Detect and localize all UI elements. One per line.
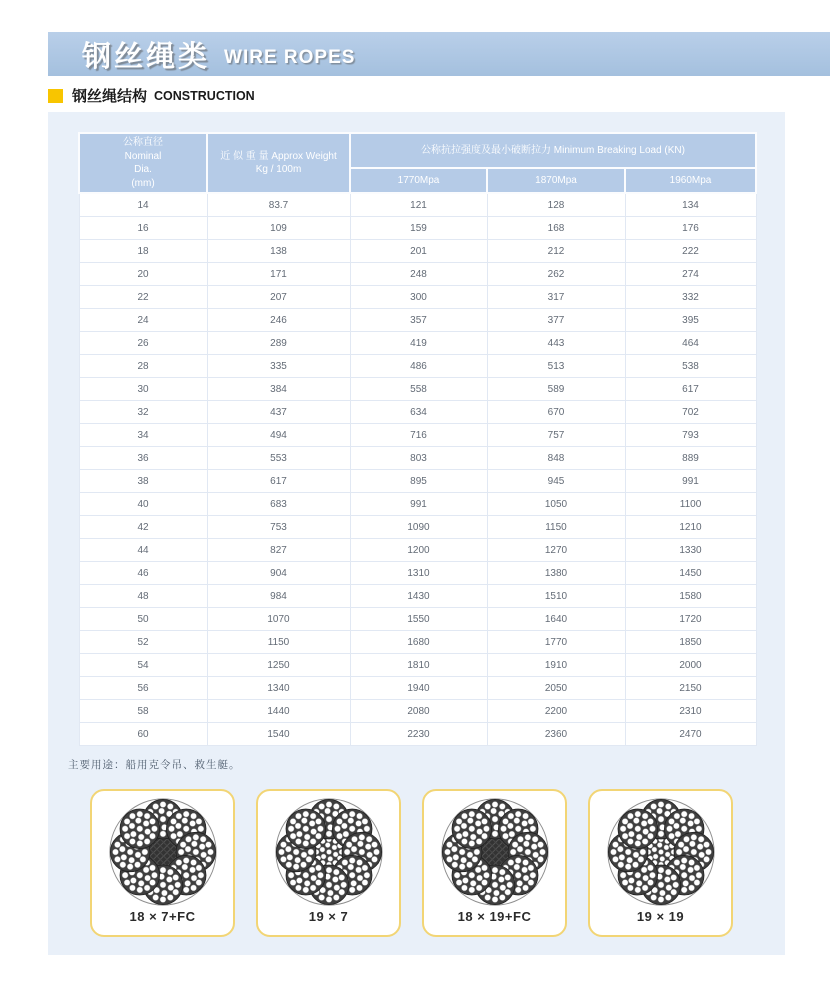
table-cell: 42 [79, 516, 207, 539]
table-cell: 419 [350, 332, 487, 355]
spec-table-header [79, 133, 756, 193]
col-header-grade-1770: 1770Mpa [350, 168, 487, 193]
table-cell: 56 [79, 677, 207, 700]
table-cell: 395 [625, 309, 756, 332]
table-cell: 24 [79, 309, 207, 332]
table-cell: 1850 [625, 631, 756, 654]
table-row [79, 240, 756, 263]
table-row [79, 378, 756, 401]
col-header-line: 公称直径 [123, 137, 163, 148]
table-cell: 30 [79, 378, 207, 401]
table-cell: 2230 [350, 723, 487, 746]
banner-title-cn: 钢丝绳类 [82, 40, 211, 73]
table-row [79, 562, 756, 585]
table-cell: 14 [79, 193, 207, 217]
table-cell: 1340 [207, 677, 350, 700]
table-row [79, 654, 756, 677]
rope-cross-section-icon [605, 796, 717, 908]
rope-card-label: 18 × 19+FC [457, 909, 532, 924]
table-cell: 377 [487, 309, 625, 332]
table-row [79, 355, 756, 378]
table-cell: 1540 [207, 723, 350, 746]
table-row [79, 401, 756, 424]
table-cell: 1450 [625, 562, 756, 585]
table-cell: 384 [207, 378, 350, 401]
table-cell: 486 [350, 355, 487, 378]
table-cell: 589 [487, 378, 625, 401]
table-cell: 538 [625, 355, 756, 378]
table-row [79, 193, 756, 217]
table-cell: 1940 [350, 677, 487, 700]
table-cell: 1380 [487, 562, 625, 585]
table-cell: 159 [350, 217, 487, 240]
table-cell: 494 [207, 424, 350, 447]
table-cell: 617 [625, 378, 756, 401]
table-row [79, 493, 756, 516]
table-cell: 634 [350, 401, 487, 424]
table-cell: 984 [207, 585, 350, 608]
table-cell: 1250 [207, 654, 350, 677]
table-cell: 201 [350, 240, 487, 263]
table-cell: 248 [350, 263, 487, 286]
rope-card-18x7-fc [90, 789, 235, 937]
col-header-line: Dia. [134, 164, 152, 175]
table-cell: 1440 [207, 700, 350, 723]
table-cell: 274 [625, 263, 756, 286]
table-cell: 300 [350, 286, 487, 309]
table-cell: 1580 [625, 585, 756, 608]
content-panel [48, 112, 785, 955]
table-row [79, 286, 756, 309]
table-cell: 683 [207, 493, 350, 516]
table-cell: 1770 [487, 631, 625, 654]
col-header-breaking-load: 公称抗拉强度及最小破断拉力 Minimum Breaking Load (KN) [350, 133, 756, 168]
spec-table [78, 132, 757, 746]
table-cell: 317 [487, 286, 625, 309]
table-cell: 176 [625, 217, 756, 240]
col-header-approx-weight [207, 133, 350, 193]
table-cell: 2200 [487, 700, 625, 723]
table-cell: 437 [207, 401, 350, 424]
table-cell: 991 [350, 493, 487, 516]
table-cell: 26 [79, 332, 207, 355]
table-row [79, 539, 756, 562]
table-cell: 18 [79, 240, 207, 263]
col-header-line: Nominal [124, 150, 162, 162]
rope-cross-section-icon [107, 796, 219, 908]
table-cell: 1210 [625, 516, 756, 539]
table-cell: 121 [350, 193, 487, 217]
table-cell: 46 [79, 562, 207, 585]
table-cell: 2150 [625, 677, 756, 700]
table-cell: 262 [487, 263, 625, 286]
table-cell: 134 [625, 193, 756, 217]
table-cell: 2080 [350, 700, 487, 723]
rope-card-label: 19 × 7 [308, 909, 349, 924]
table-cell: 1050 [487, 493, 625, 516]
table-cell: 1070 [207, 608, 350, 631]
page-banner [48, 32, 830, 76]
table-cell: 1720 [625, 608, 756, 631]
table-cell: 246 [207, 309, 350, 332]
table-cell: 670 [487, 401, 625, 424]
col-header-nominal-dia [79, 133, 207, 193]
rope-cross-section-icon [273, 796, 385, 908]
table-cell: 28 [79, 355, 207, 378]
table-cell: 1810 [350, 654, 487, 677]
table-cell: 443 [487, 332, 625, 355]
yellow-square-bullet-icon [48, 89, 63, 103]
table-row [79, 585, 756, 608]
table-cell: 1680 [350, 631, 487, 654]
table-cell: 1150 [207, 631, 350, 654]
table-cell: 40 [79, 493, 207, 516]
table-cell: 44 [79, 539, 207, 562]
table-cell: 332 [625, 286, 756, 309]
table-cell: 464 [625, 332, 756, 355]
table-cell: 54 [79, 654, 207, 677]
table-cell: 803 [350, 447, 487, 470]
table-cell: 827 [207, 539, 350, 562]
footnote: 主要用途：船用克令吊、救生艇。 [68, 759, 241, 771]
section-title-cn: 钢丝绳结构 [72, 88, 148, 105]
table-cell: 889 [625, 447, 756, 470]
table-row [79, 516, 756, 539]
table-cell: 2050 [487, 677, 625, 700]
table-row [79, 309, 756, 332]
table-cell: 1090 [350, 516, 487, 539]
table-cell: 128 [487, 193, 625, 217]
rope-card-label: 19 × 19 [636, 909, 685, 924]
table-cell: 289 [207, 332, 350, 355]
table-cell: 52 [79, 631, 207, 654]
table-cell: 2360 [487, 723, 625, 746]
table-cell: 222 [625, 240, 756, 263]
col-header-grade-1960: 1960Mpa [625, 168, 756, 193]
table-row [79, 631, 756, 654]
table-cell: 212 [487, 240, 625, 263]
rope-card-label: 18 × 7+FC [129, 909, 196, 924]
table-cell: 34 [79, 424, 207, 447]
table-cell: 60 [79, 723, 207, 746]
col-header-line: 近 似 重 量 Approx Weight [220, 150, 337, 162]
table-cell: 513 [487, 355, 625, 378]
construction-cards [90, 789, 785, 937]
table-cell: 20 [79, 263, 207, 286]
table-cell: 991 [625, 470, 756, 493]
col-header-line: Kg / 100m [255, 164, 302, 175]
table-cell: 553 [207, 447, 350, 470]
table-row [79, 608, 756, 631]
table-row [79, 723, 756, 746]
table-row [79, 700, 756, 723]
table-cell: 1150 [487, 516, 625, 539]
table-cell: 1910 [487, 654, 625, 677]
table-cell: 617 [207, 470, 350, 493]
table-row [79, 217, 756, 240]
table-cell: 109 [207, 217, 350, 240]
table-cell: 945 [487, 470, 625, 493]
section-title-en: CONSTRUCTION [154, 88, 255, 103]
table-row [79, 424, 756, 447]
table-cell: 32 [79, 401, 207, 424]
table-cell: 793 [625, 424, 756, 447]
table-cell: 16 [79, 217, 207, 240]
table-cell: 2310 [625, 700, 756, 723]
table-row [79, 332, 756, 355]
section-heading [48, 85, 255, 106]
col-header-grade-1870: 1870Mpa [487, 168, 625, 193]
table-cell: 757 [487, 424, 625, 447]
table-cell: 716 [350, 424, 487, 447]
rope-cross-section-icon [439, 796, 551, 908]
table-cell: 1430 [350, 585, 487, 608]
table-cell: 36 [79, 447, 207, 470]
table-cell: 904 [207, 562, 350, 585]
table-row [79, 447, 756, 470]
table-cell: 895 [350, 470, 487, 493]
table-cell: 2000 [625, 654, 756, 677]
table-cell: 38 [79, 470, 207, 493]
table-cell: 50 [79, 608, 207, 631]
rope-card-19x19 [588, 789, 733, 937]
table-cell: 1310 [350, 562, 487, 585]
table-cell: 138 [207, 240, 350, 263]
table-cell: 48 [79, 585, 207, 608]
table-cell: 1640 [487, 608, 625, 631]
table-cell: 22 [79, 286, 207, 309]
table-cell: 1270 [487, 539, 625, 562]
table-cell: 848 [487, 447, 625, 470]
table-row [79, 677, 756, 700]
banner-title-en: WIRE ROPES [224, 47, 356, 68]
table-row [79, 263, 756, 286]
table-cell: 83.7 [207, 193, 350, 217]
table-cell: 1330 [625, 539, 756, 562]
rope-card-18x19-fc [422, 789, 567, 937]
table-cell: 58 [79, 700, 207, 723]
table-row [79, 470, 756, 493]
spec-table-body [79, 193, 756, 746]
table-cell: 702 [625, 401, 756, 424]
rope-card-19x7 [256, 789, 401, 937]
col-header-line: (mm) [131, 177, 155, 189]
table-cell: 335 [207, 355, 350, 378]
table-cell: 1200 [350, 539, 487, 562]
table-cell: 558 [350, 378, 487, 401]
table-cell: 171 [207, 263, 350, 286]
table-cell: 357 [350, 309, 487, 332]
table-cell: 1510 [487, 585, 625, 608]
table-cell: 207 [207, 286, 350, 309]
table-cell: 2470 [625, 723, 756, 746]
table-cell: 753 [207, 516, 350, 539]
table-cell: 1100 [625, 493, 756, 516]
table-cell: 1550 [350, 608, 487, 631]
table-cell: 168 [487, 217, 625, 240]
